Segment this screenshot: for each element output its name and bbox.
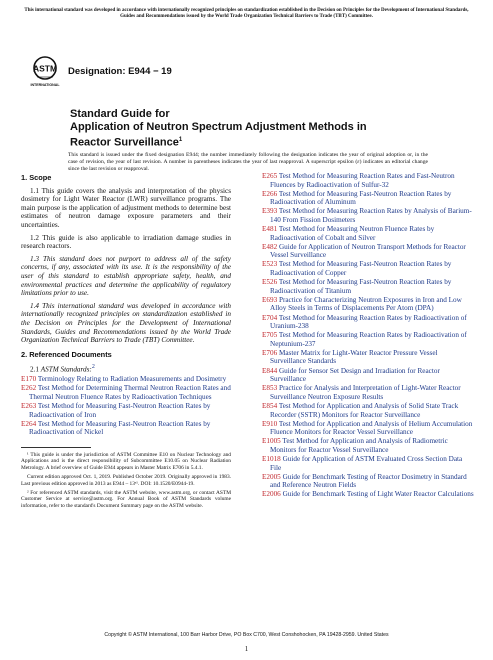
- page-number: 1: [244, 645, 249, 653]
- reference-item: [262, 296, 474, 313]
- reference-item: [262, 278, 474, 295]
- reference-item: [262, 243, 474, 260]
- referenced-documents-heading: 2. Referenced Documents: [21, 349, 112, 359]
- reference-item: [262, 473, 474, 490]
- reference-code-link[interactable]: E2006: [262, 490, 281, 499]
- logo-text: INTERNATIONAL: [30, 83, 60, 87]
- document-title: [70, 108, 420, 150]
- reference-code-link[interactable]: E1018: [262, 455, 281, 463]
- reference-title-link[interactable]: Test Method for Measuring Reaction Rates and Fast-Neutron Fluences by Radioactivation of Sulfur-32: [270, 172, 455, 189]
- reference-title-link[interactable]: Guide for Benchmark Testing of Light Water Reactor Calculations: [280, 490, 474, 499]
- reference-item: [262, 384, 474, 401]
- reference-title-link[interactable]: Guide for Benchmark Testing of Reactor Dosimetry in Standard and Reference Neutron Fields: [270, 472, 467, 490]
- left-column: [21, 174, 231, 512]
- title-line-3: Reactor Surveillance$^1$: [70, 136, 183, 149]
- reference-title-link[interactable]: Test Method for Measuring Reaction Rates by Radioactivation of Uranium-238: [270, 313, 467, 331]
- right-column: [262, 172, 474, 499]
- footnote-1-edition: Current edition approved Oct. 1, 2019. Published October 2019. Originally approved in 1983. Last previous edition approved in 2013 as E944 – 13ᵋ¹. DOI: 10.1520/E0944-19.: [21, 474, 231, 487]
- footnote-1: ¹ This guide is under the jurisdiction of ASTM Committee E10 on Nuclear Technology and Applications and is the direct responsibility of Subcommittee E10.05 on Nuclear Radiation Metrology. A brief overview of Guide E944 appears in Master Matrix E706 in 5.4.1.: [21, 451, 231, 471]
- scope-paragraph-1-4: 1.4 This international standard was developed in accordance with internationally recognized principles on standardization established in the Decision on Principles for the Development of International Standards, Guides and Recommendations issued by the World Trade Organization Technical Barriers to Trade (TBT) Committee.: [21, 301, 231, 345]
- reference-code-link[interactable]: E526: [262, 278, 278, 287]
- reference-item: [21, 402, 231, 419]
- reference-list-left: [21, 375, 231, 437]
- reference-item: [21, 375, 231, 384]
- reference-code-link[interactable]: E263: [21, 402, 37, 411]
- reference-code-link[interactable]: E693: [262, 295, 278, 304]
- reference-title-link[interactable]: Test Method for Determining Thermal Neutron Reaction Rates and Thermal Neutron Fluence Rates by Radioactivation Techniques: [29, 384, 231, 401]
- reference-code-link[interactable]: E706: [262, 348, 278, 357]
- reference-code-link[interactable]: E482: [262, 242, 278, 251]
- reference-item: [262, 437, 474, 454]
- reference-code-link[interactable]: E704: [262, 313, 278, 322]
- reference-item: [21, 384, 231, 401]
- reference-code-link[interactable]: E523: [262, 260, 278, 269]
- astm-logo-icon: [32, 56, 58, 88]
- reference-title-link[interactable]: Test Method for Measuring Neutron Fluence Rates by Radioactivation of Cobalt and Silver: [270, 225, 435, 242]
- reference-title-link[interactable]: Test Method for Measuring Fast-Neutron Reaction Rates by Radioactivation of Copper: [270, 260, 452, 278]
- reference-item: [262, 402, 474, 419]
- reference-item: [262, 331, 474, 348]
- reference-title-link[interactable]: Test Method for Measuring Fast-Neutron Reaction Rates by Radioactivation of Iron: [29, 402, 211, 419]
- reference-code-link[interactable]: E262: [21, 384, 37, 393]
- reference-code-link[interactable]: E910: [262, 419, 278, 428]
- reference-code-link[interactable]: E266: [262, 189, 278, 198]
- reference-item: [262, 455, 474, 472]
- reference-item: [262, 349, 474, 366]
- reference-list-right: [262, 172, 474, 499]
- reference-code-link[interactable]: E170: [21, 375, 37, 384]
- reference-title-link[interactable]: Practice for Analysis and Interpretation of Light-Water Reactor Surveillance Neutron Exposure Results: [270, 384, 461, 401]
- reference-title-link[interactable]: Master Matrix for Light-Water Reactor Pressure Vessel Surveillance Standards: [270, 348, 438, 366]
- reference-title-link[interactable]: Test Method for Application and Analysis of Solid State Track Recorder (SSTR) Monitors for Reactor Surveillance: [270, 401, 459, 419]
- designation: Designation: E944 − 19: [68, 66, 172, 77]
- reference-title-link[interactable]: Test Method for Application and Analysis of Radiometric Monitors for Reactor Vessel Surveillance: [270, 437, 448, 454]
- footnote-divider: [21, 447, 91, 448]
- wto-notice: This international standard was developed in accordance with internationally recognized principles on standardization established in the Decision on Principles for the Development of International Standards, Guides and Recommendations issued by the World Trade Organization Technical Barriers to Trade (TBT) Committee.: [24, 8, 469, 20]
- reference-title-link[interactable]: Guide for Application of ASTM Evaluated Cross Section Data File: [270, 455, 463, 472]
- reference-title-link[interactable]: Test Method for Measuring Fast-Neutron Reaction Rates by Radioactivation of Nickel: [29, 419, 211, 437]
- scope-paragraph-1-3: 1.3 This standard does not purport to address all of the safety concerns, if any, associated with its use. It is the responsibility of the user of this standard to establish appropriate safety, health, and environmental practices and determine the applicability of regulatory limitations prior to use.: [21, 254, 231, 298]
- reference-item: [262, 207, 474, 224]
- reference-item: [21, 420, 231, 437]
- reference-code-link[interactable]: E1005: [262, 437, 281, 446]
- copyright-footer: Copyright © ASTM International, 100 Barr Harbor Drive, PO Box C700, West Conshohocken, PA 19428-2959. United States: [104, 632, 389, 638]
- reference-title-link[interactable]: Test Method for Measuring Reaction Rates by Analysis of Barium-140 From Fission Dosimeters: [270, 207, 472, 224]
- reference-item: [262, 172, 474, 189]
- reference-title-link[interactable]: Practice for Characterizing Neutron Exposures in Iron and Low Alloy Steels in Terms of Displacements Per Atom (DPA): [270, 295, 462, 313]
- footnote-2: ² For referenced ASTM standards, visit the ASTM website, www.astm.org, or contact ASTM Customer Service at service@astm.org. For Annual Book of ASTM Standards volume information, refer to the standard's Document Summary page on the ASTM website.: [21, 489, 231, 509]
- reference-item: [262, 314, 474, 331]
- reference-title-link[interactable]: Test Method for Application and Analysis of Helium Accumulation Fluence Monitors for Reactor Vessel Surveillance: [270, 419, 473, 437]
- scope-paragraph-1-2: 1.2 This guide is also applicable to irradiation damage studies in research reactors.: [21, 233, 231, 251]
- scope-heading: 1. Scope: [21, 173, 52, 182]
- reference-title-link[interactable]: Test Method for Measuring Fast-Neutron Reaction Rates by Radioactivation of Aluminum: [270, 189, 452, 207]
- reference-item: [262, 490, 474, 499]
- reference-title-link[interactable]: Test Method for Measuring Reaction Rates by Radioactivation of Neptunium-237: [270, 331, 467, 348]
- scope-paragraph-1-1: 1.1 This guide covers the analysis and interpretation of the physics dosimetry for Light Water Reactor (LWR) surveillance programs. The main purpose is the application of adjustment methods to determine best estimates of neutron damage exposure parameters and their uncertainties.: [21, 186, 231, 229]
- title-footnote-ref[interactable]: 1: [178, 137, 183, 143]
- svg-text:ASTM: ASTM: [32, 63, 58, 74]
- reference-item: [262, 420, 474, 437]
- reference-code-link[interactable]: E853: [262, 384, 278, 393]
- reference-title-link[interactable]: Terminology Relating to Radiation Measurements and Dosimetry: [36, 375, 227, 384]
- title-line-1: Standard Guide for: [70, 108, 170, 120]
- reference-code-link[interactable]: E705: [262, 331, 278, 340]
- reference-item: [262, 225, 474, 242]
- issuance-statement: This standard is issued under the fixed designation E944; the number immediately following the designation indicates the year of original adoption or, in the case of revision, the year of last revision. A number in parentheses indicates the year of last reapproval. A superscript epsilon (ε) indicates an editorial change since the last revision or reapproval.: [68, 152, 428, 172]
- reference-code-link[interactable]: E844: [262, 366, 278, 375]
- reference-title-link[interactable]: Guide for Sensor Set Design and Irradiation for Reactor Surveillance: [270, 366, 440, 384]
- reference-code-link[interactable]: E264: [21, 419, 37, 428]
- reference-code-link[interactable]: E393: [262, 207, 278, 216]
- reference-code-link[interactable]: E854: [262, 401, 278, 410]
- reference-item: [262, 367, 474, 384]
- reference-code-link[interactable]: E2005: [262, 472, 281, 481]
- reference-item: [262, 190, 474, 207]
- reference-code-link[interactable]: E265: [262, 172, 278, 180]
- astm-standards-intro: 2.1 ASTM Standards:$^2$: [30, 364, 95, 374]
- title-line-2: Application of Neutron Spectrum Adjustment Methods in: [70, 121, 367, 133]
- reference-title-link[interactable]: Guide for Application of Neutron Transport Methods for Reactor Vessel Surveillance: [270, 242, 466, 260]
- reference-item: [262, 260, 474, 277]
- reference-code-link[interactable]: E481: [262, 225, 278, 234]
- reference-title-link[interactable]: Test Method for Measuring Fast-Neutron Reaction Rates by Radioactivation of Titanium: [270, 278, 452, 295]
